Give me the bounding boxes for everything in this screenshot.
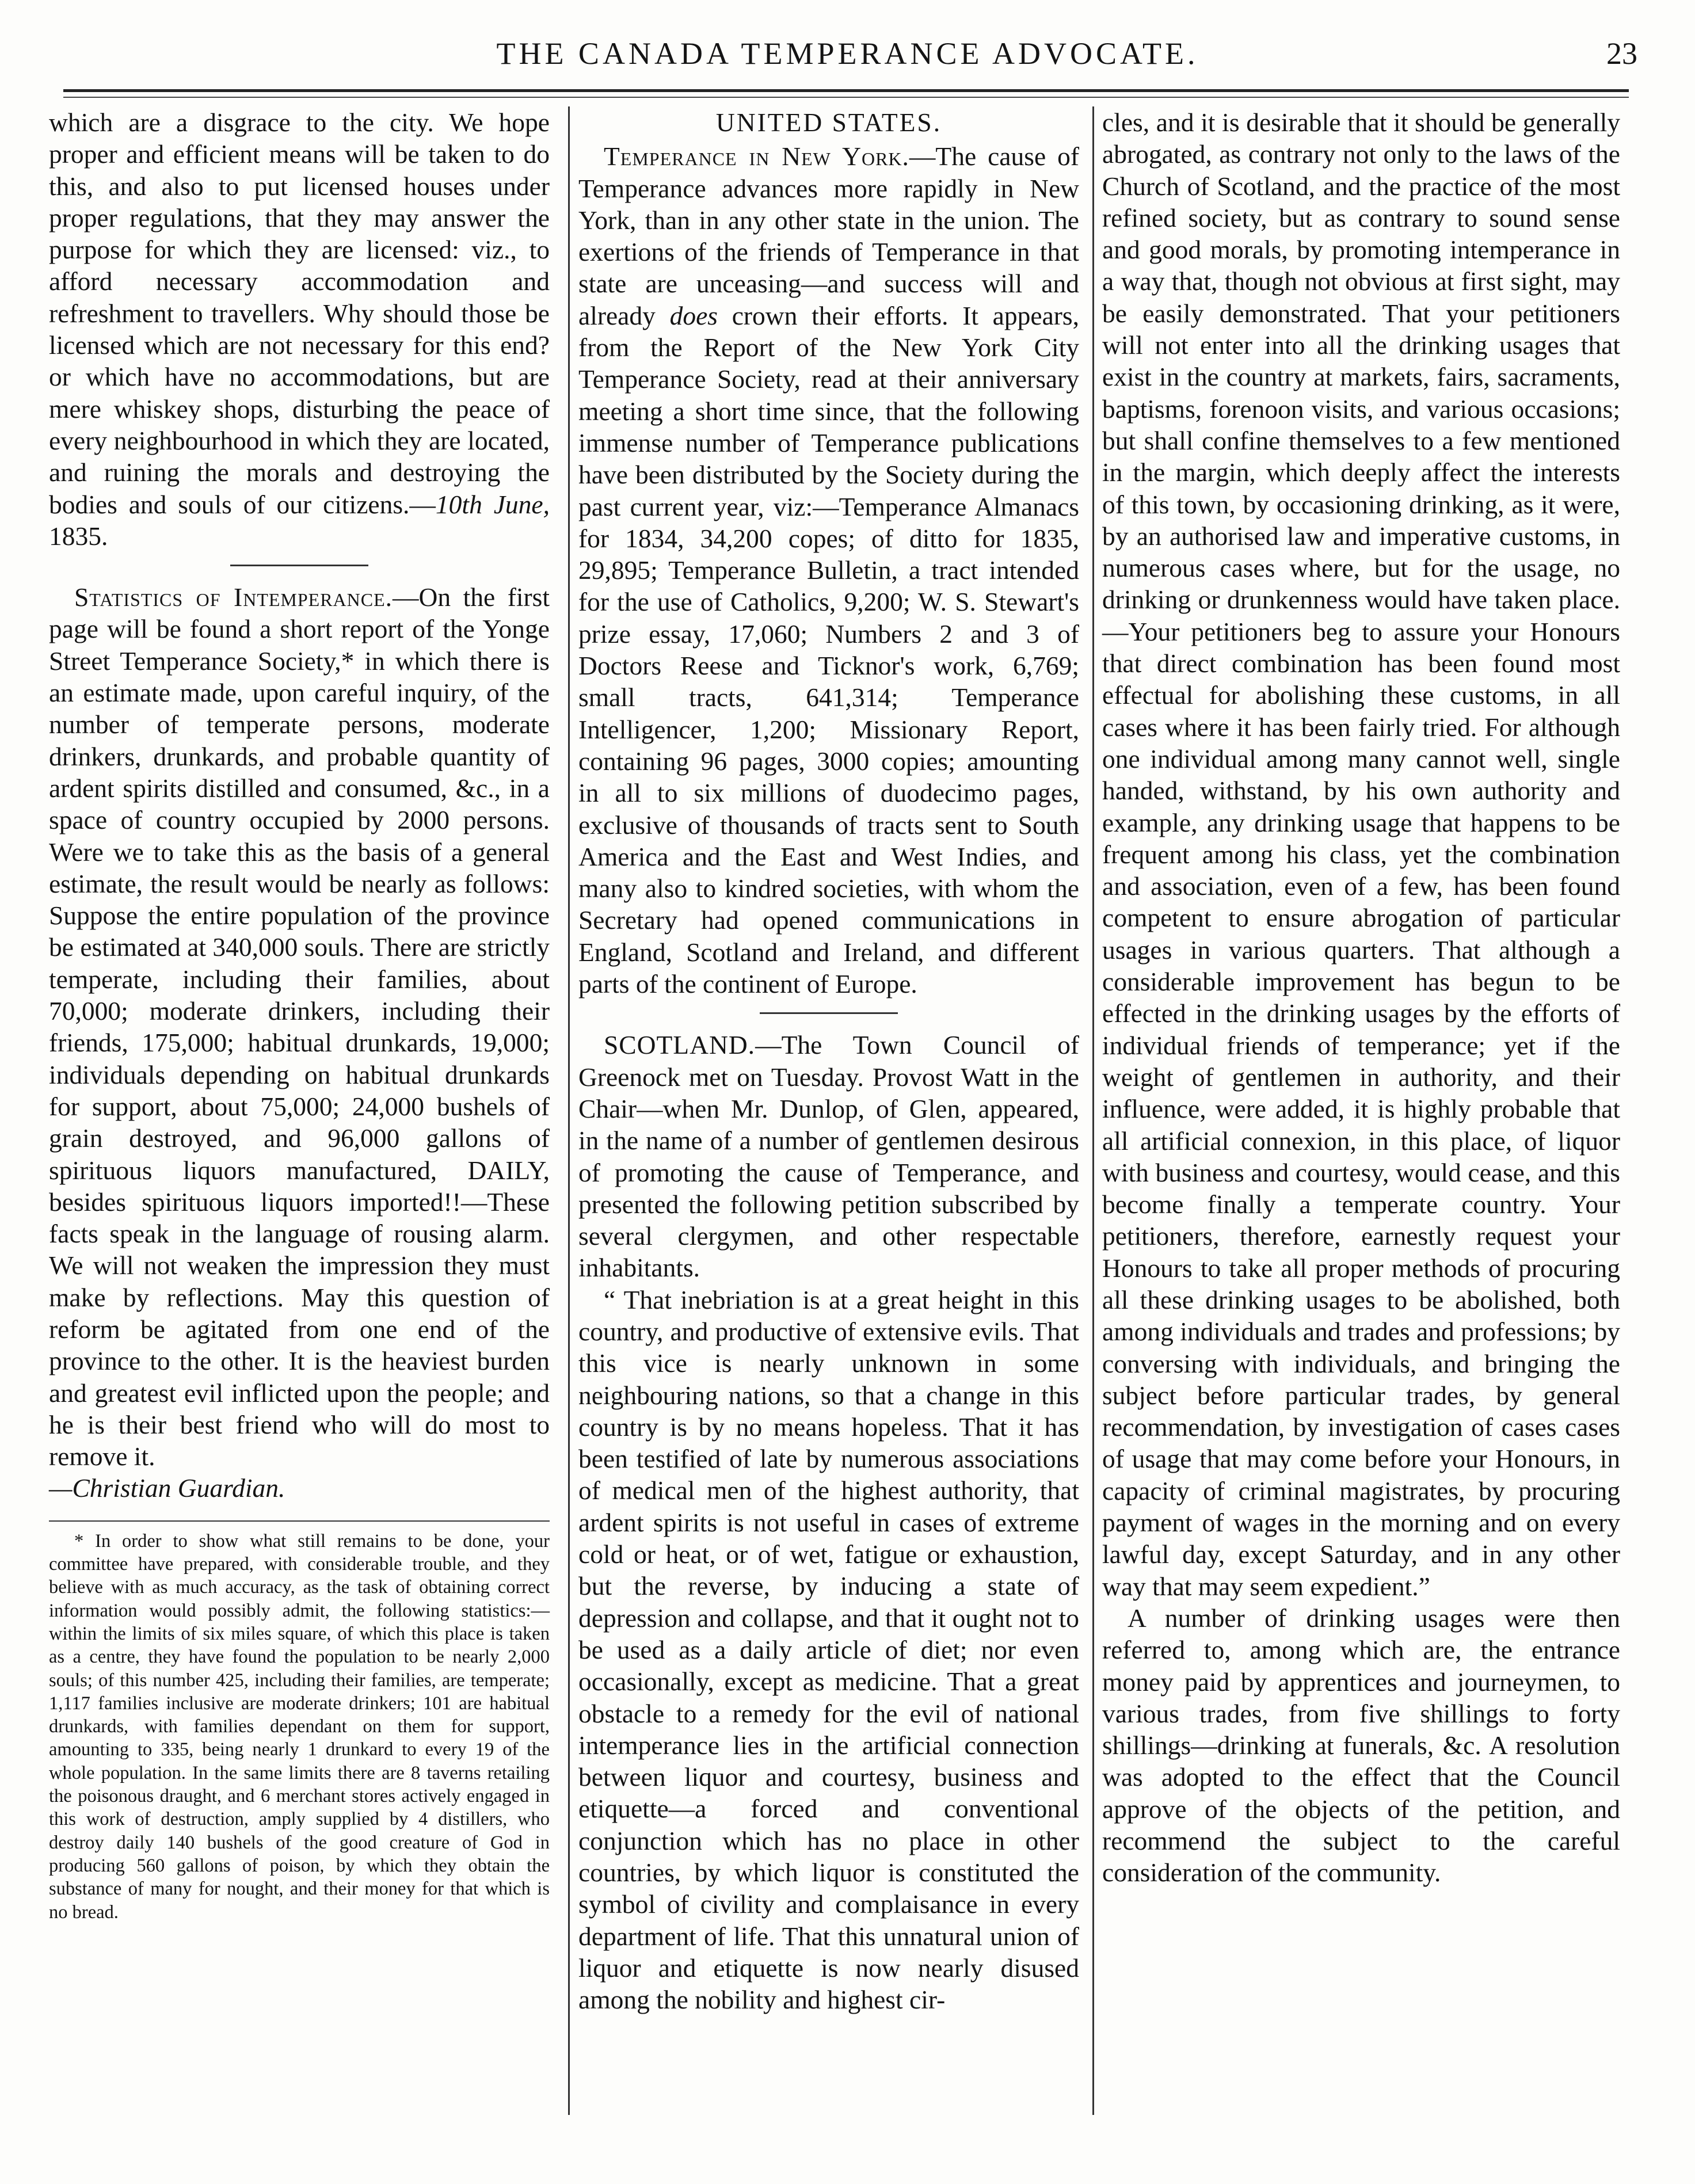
statistics-body: —On the first page will be found a short report of the Yonge Street Temperance Society,* in which there is an estimate made, upon careful inquiry, of the number of temperate persons, moderate drinkers, drunkards, and probable quantity of ardent spirits distilled and consumed, &c., in a space of country occupied by 2000 persons. Were we to take this as the basis of a general estimate, the result would be nearly as follows: Suppose the entire population of the province be estimated at 340,000 souls. There are strictly temperate, including their families, about 70,000; moderate drinkers, including their friends, 175,000; habitual drunkards, 19,000; individuals depending on habitual drunkards for support, about 75,000; 24,000 bushels of grain destroyed, and 96,000 gallons of spirituous liquors manufactured, DAILY, besides spirituous liquors imported!!—These facts speak in the language of rousing alarm. We will not weaken the impression they must make by reflections. May this question of reform be agitated from one end of the province to the other. It is the heaviest burden and greatest evil inflicted upon the people; and he is their best friend who will do most to remove it. bbox=[49, 582, 550, 1472]
petition-text: “ That inebriation is at a great height in this country, and productive of extensive evils. That this vice is nearly unknown in some neighbouring nations, so that a change in this country is by no means hopeless. That it has been testified of late by numerous associations of medical men of the highest authority, that ardent spirits is not useful in cases of extreme cold or heat, or of wet, fatigue or exhaustion, but the reverse, by inducing a state of depression and collapse, and that it ought not to be used as a daily article of diet; nor even occasionally, except as medicine. That a great obstacle to a remedy for the evil of national intemperance lies in the artificial connection between liquor and courtesy, business and etiquette—a forced and conventional conjunction which has no place in other countries, by which liquor is constituted the symbol of civility and complaisance in every department of life. That this unnatural union of liquor and etiquette is now nearly disused among the nobility and highest cir- bbox=[578, 1285, 1079, 2015]
new-york-heading: Temperance in New York. bbox=[604, 142, 909, 171]
newspaper-title: THE CANADA TEMPERANCE ADVOCATE. bbox=[496, 36, 1199, 71]
statistics-article bbox=[49, 581, 550, 1472]
column-divider-left bbox=[568, 106, 570, 2115]
new-york-article: Temperance in New York.—The cause of Temperance advances more rapidly in New York, than in any other state in the union. The exertions of the friends of Temperance in that state are unceasing—and success will and already does crown their efforts. It appears, from the Report of the New York City Temperance Society, read at their anniversary meeting a short time since, that the following immense number of Temperance publications have been distributed by the Society during the past current year, viz:—Temperance Almanacs for 1834, 34,200 copes; of ditto for 1835, 29,895; Temperance Bulletin, a tract intended for the use of Catholics, 9,200; W. S. Stewart's prize essay, 17,060; Numbers 2 and 3 of Doctors Reese and Ticknor's work, 6,769; small tracts, 641,314; Temperance Intelligencer, 1,200; Missionary Report, containing 96 pages, 3000 copies; amounting in all to six millions of duodecimo pages, exclusive of thousands of tracts sent to South America and the East and West Indies, and many also to kindred societies, with whom the Secretary had opened communications in England, Scotland and Ireland, and different parts of the continent of Europe. bbox=[578, 142, 1080, 999]
article-separator bbox=[760, 1012, 898, 1014]
column-2 bbox=[578, 106, 1079, 2016]
header-rule-thin bbox=[63, 97, 1629, 98]
statistics-heading: Statistics of Intemperance. bbox=[74, 582, 393, 612]
dateline: 10th June, bbox=[435, 489, 550, 519]
article-signature: —Christian Guardian. bbox=[49, 1473, 285, 1503]
page-number: 23 bbox=[1606, 36, 1637, 71]
council-resolution: A number of drinking usages were then referred to, among which are, the entrance money paid by apprentices and journeymen, to various trades, from five shillings to forty shillings—drinking at funerals, &c. A resolution was adopted to the effect that the Council approve of the objects of the petition, and recommend the subject to the careful consideration of the community. bbox=[1102, 1603, 1620, 1888]
article-continued-paragraph bbox=[49, 106, 550, 552]
page-header bbox=[58, 30, 1637, 82]
footnote-text: * In order to show what still remains to be done, your committee have prepared, with considerable trouble, and they believe with as much accuracy, as the task of obtaining correct information would possibly admit, the following statistics:—within the limits of six miles square, of which this place is taken as a centre, they have found the population to be nearly 2,000 souls; of this number 425, including their families, are temperate; 1,117 families inclusive are moderate drinkers; 101 are habitual drunkards, with families dependant on them for support, amounting to 335, being nearly 1 drunkard to every 19 of the whole population. In the same limits there are 8 taverns retailing the poisonous draught, and 6 merchant stores actively engaged in this work of destruction, amply supplied by 4 distillers, who destroy daily 140 bushels of the good creature of God in producing 560 gallons of poison, by which they obtain the substance of many for nought, and their money for that which is no bread. bbox=[49, 1530, 550, 1923]
header-rule-thick bbox=[63, 89, 1629, 92]
column-divider-right bbox=[1092, 106, 1094, 2115]
footnote bbox=[49, 1520, 550, 1924]
scotland-heading: SCOTLAND. bbox=[604, 1030, 756, 1060]
continued-text: which are a disgrace to the city. We hope proper and efficient means will be taken to do this, and also to put licensed houses under proper regulations, that they may answer the purpose for which they are licensed: viz., to afford necessary accommodation and refreshment to travellers. Why should those be licensed which are not necessary for this end? or which have no accommodations, but are mere whiskey shops, disturbing the peace of every neighbourhood in which they are located, and ruining the morals and destroying the bodies and souls of our citizens.— bbox=[49, 108, 550, 519]
section-title-united-states: UNITED STATES. bbox=[715, 108, 942, 137]
emphasis-does: does bbox=[669, 300, 718, 330]
column-1 bbox=[49, 106, 550, 1924]
column-3 bbox=[1102, 106, 1620, 1889]
article-separator bbox=[230, 565, 368, 566]
dateline-year: 1835. bbox=[49, 521, 108, 551]
petition-continued: cles, and it is desirable that it should be generally abrogated, as contrary not only to the laws of the Church of Scotland, and the practice of the most refined society, but as contrary to sound sense and good morals, by promoting intemperance in a way that, though not obvious at first sight, may be easily demonstrated. That your petitioners will not enter into all the drinking usages that exist in the country at markets, fairs, sacraments, baptisms, forenoon visits, and various occasions; but shall confine themselves to a few mentioned in the margin, which deeply affect the interests of this town, by occasioning drinking, as it were, by an authorised law and imperative customs, in numerous cases where, but for the usage, no drinking or drunkenness would have taken place.—Your petitioners beg to assure your Honours that direct combination has been found most effectual for abolishing these customs, in all cases where it has been fairly tried. For although one individual among many cannot well, single handed, withstand, by his own authority and example, any drinking usage that happens to be frequent among his class, yet the combination and association, even of a few, has been found competent to ensure abrogation of particular usages in various quarters. That although a considerable improvement has begun to be effected in the drinking usages by the efforts of individual friends of temperance; yet if the weight of gentlemen in authority, and their influence, were added, it is highly probable that all artificial connexion, in this place, of liquor with business and courtesy, would cease, and this become finally a temperate country. Your petitioners, therefore, earnestly request your Honours to take all proper methods of procuring all these drinking usages to be abolished, both among individuals and trades and professions; by conversing with individuals, and bringing the subject before particular trades, by general recommendation, by investigation of cases cases of usage that may come before your Honours, in capacity of criminal magistrates, by procuring payment of wages in the morning and on every lawful day, except Saturday, and in any other way that may seem expedient.” bbox=[1102, 108, 1620, 1601]
scotland-article: SCOTLAND.—The Town Council of Greenock met on Tuesday. Provost Watt in the Chair—when Mr. Dunlop, of Glen, appeared, in the name of a number of gentlemen desirous of promoting the cause of Temperance, and presented the following petition subscribed by several clergymen, and other respectable inhabitants. bbox=[578, 1030, 1079, 1283]
